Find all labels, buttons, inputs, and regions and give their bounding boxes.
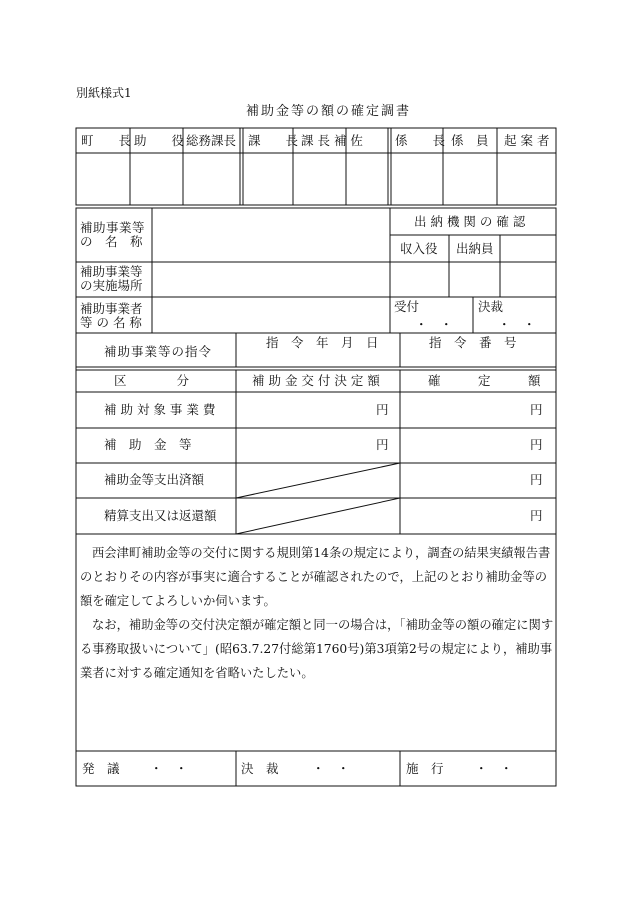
label-place-1: 補助事業等 (80, 264, 143, 279)
footer-shiko: 施 行 (406, 761, 444, 776)
approval-kachohosa: 課 長 補 佐 (301, 133, 363, 148)
approval-kacho: 課 長 (248, 133, 299, 148)
yen-kakutei-2: 円 (530, 437, 543, 452)
col-kubun: 区 分 (114, 373, 190, 388)
suitou-shunyuyaku: 収入役 (400, 241, 438, 256)
col-kakutei: 確 定 額 (428, 373, 541, 388)
footer-shiko-dots: ・ ・ (475, 761, 513, 776)
body-text (80, 541, 556, 685)
footer-hatsugi: 発 議 (82, 761, 120, 776)
footer-kessai-dots: ・ ・ (312, 761, 350, 776)
suitou-title: 出 納 機 関 の 確 認 (414, 214, 526, 229)
label-jigyo-name-1: 補助事業等 (80, 220, 146, 235)
approval-joyaku: 助 役 (134, 133, 185, 148)
yen-kakutei-4: 円 (530, 508, 543, 523)
body-paragraph-1: 西会津町補助金等の交付に関する規則第14条の規定により，調査の結果実績報告書のとおりその内容が事実に適合することが確認されたので，上記のとおり補助金等の額を確定してよろしいか伺います。 (80, 546, 551, 608)
row-seisan-henkan: 精算支出又は返還額 (104, 508, 217, 523)
yen-kakutei-3: 円 (530, 472, 543, 487)
row-shishutsu-zumi: 補助金等支出済額 (104, 472, 205, 487)
approval-kian: 起 案 者 (504, 133, 550, 148)
yen-kakutei-1: 円 (530, 402, 543, 417)
suitou-dots-a: ・ ・ (415, 317, 453, 332)
body-paragraph-2: なお，補助金等の交付決定額が確定額と同一の場合は，「補助金等の額の確定に関する事務取扱いについて」(昭63.7.27付総第1760号)第3項第2号の規定により，補助事業者に対する確定通知を省略いたしたい。 (80, 618, 554, 680)
label-jigyo-name-2: の 名 称 (80, 234, 143, 249)
suitou-suitouin: 出納員 (456, 241, 494, 256)
shirei-label: 補助事業等の指令 (104, 344, 213, 359)
footer-hatsugi-dots: ・ ・ (150, 761, 188, 776)
col-kettei: 補 助 金 交 付 決 定 額 (252, 373, 380, 388)
approval-somu: 総務課長 (186, 133, 237, 148)
suitou-uketsuke: 受付 (394, 299, 420, 314)
shirei-date-label: 指 令 年 月 日 (266, 335, 379, 350)
footer-kessai: 決 裁 (241, 761, 279, 776)
suitou-kessai: 決裁 (478, 299, 504, 314)
suitou-dots-b: ・ ・ (498, 317, 536, 332)
shirei-number-label: 指 令 番 号 (429, 335, 517, 350)
label-operator-1: 補助事業者 (80, 301, 143, 316)
yen-kettei-2: 円 (376, 437, 389, 452)
approval-chou: 町 長 (81, 133, 132, 148)
form-id: 別紙様式1 (76, 86, 132, 100)
row-taisho-jigyohi: 補 助 対 象 事 業 費 (104, 402, 216, 417)
label-operator-2: 等 の 名 称 (80, 315, 142, 330)
label-place-2: の実施場所 (80, 278, 143, 293)
yen-kettei-1: 円 (376, 402, 389, 417)
approval-kakaricho: 係 長 (395, 133, 446, 148)
row-hojokin: 補 助 金 等 (104, 437, 192, 452)
approval-kakariin: 係 員 (451, 133, 489, 148)
page-title: 補助金等の額の確定調書 (246, 104, 412, 119)
